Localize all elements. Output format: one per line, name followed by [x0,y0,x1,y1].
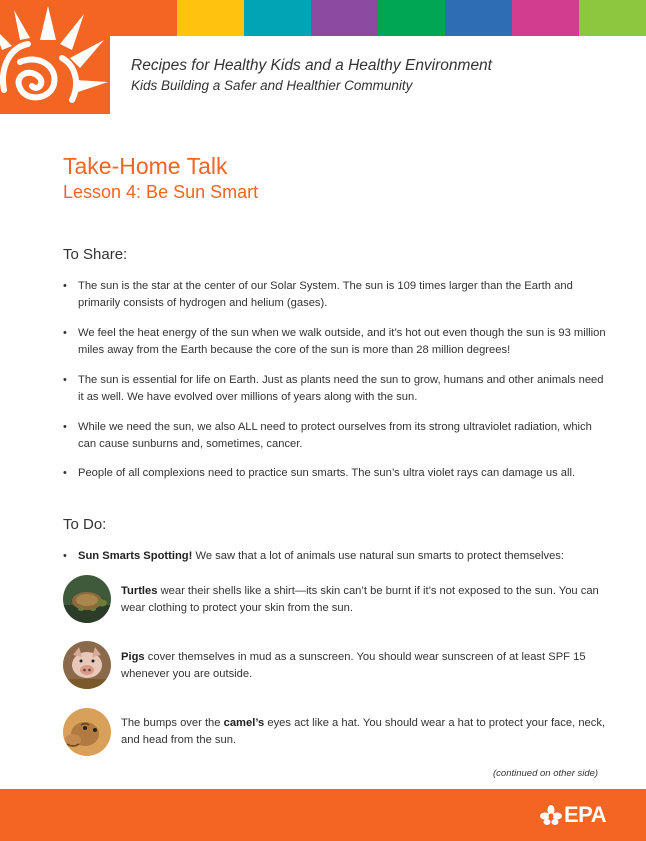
camel-text: The bumps over the camel’s eyes act like a hat. You should wear a hat to protect your face, neck, and head from the sun. [121,717,606,746]
color-swatch [512,0,579,36]
bullet-icon: • [63,280,67,292]
sun-logo [0,0,110,114]
epa-flower-icon [540,805,562,825]
spotting-label: Sun Smarts Spotting! [78,550,193,562]
bullet-icon: • [63,327,67,339]
color-swatch [177,0,244,36]
camel-photo-icon [63,708,111,756]
color-swatch [579,0,646,36]
bullet-icon: • [63,467,67,479]
share-bullet: • We feel the heat energy of the sun when we walk outside, and it’s hot out even though the sun is 93 million miles away from the Earth because the core of the sun is more than 28 million degrees! [63,327,606,356]
header-title: Recipes for Healthy Kids and a Healthy Environment [131,57,492,74]
share-heading: To Share: [63,246,128,263]
epa-logo-text: EPA [564,802,607,827]
bullet-icon: • [63,421,67,433]
share-bullet: • People of all complexions need to practice sun smarts. The sun’s ultra violet rays can damage us all. [63,465,608,482]
pig-photo-icon [63,641,111,689]
lesson-title: Lesson 4: Be Sun Smart [63,182,259,202]
color-swatch [244,0,311,36]
spotting-text: We saw that a lot of animals use natural sun smarts to protect themselves: [192,550,565,562]
color-stripe [110,0,646,36]
share-bullet: • The sun is essential for life on Earth. Just as plants need the sun to grow, humans and other animals need it as well. We have evolved over millions of years along with the sun. [63,374,604,403]
color-swatch [378,0,445,36]
color-swatch [311,0,378,36]
share-bullet: • While we need the sun, we also ALL need to protect ourselves from its strong ultraviolet radiation, which can cause sunburns and, sometimes, cancer. [63,421,592,450]
turtle-text: Turtles wear their shells like a shirt—its skin can’t be burnt if it’s not exposed to the sun. You can wear clothing to protect your skin from the sun. [121,585,599,614]
bullet-icon: • [63,550,67,562]
bullet-icon: • [63,374,67,386]
header-subtitle: Kids Building a Safer and Healthier Community [131,78,413,93]
color-swatch [110,0,177,36]
page-title: Take-Home Talk [63,153,228,179]
continued-note: (continued on other side) [493,768,599,779]
epa-logo [540,802,606,828]
share-bullet: • The sun is the star at the center of our Solar System. The sun is 109 times larger than the Earth and primarily consists of hydrogen and helium (gases). [63,280,573,309]
sun-icon [0,0,110,114]
pig-text: Pigs cover themselves in mud as a sunscreen. You should wear sunscreen of at least SPF 15 whenever you are outside. [121,651,586,680]
color-swatch [445,0,512,36]
todo-heading: To Do: [63,516,107,533]
turtle-photo-icon [63,575,111,623]
todo-bullet [63,548,608,565]
